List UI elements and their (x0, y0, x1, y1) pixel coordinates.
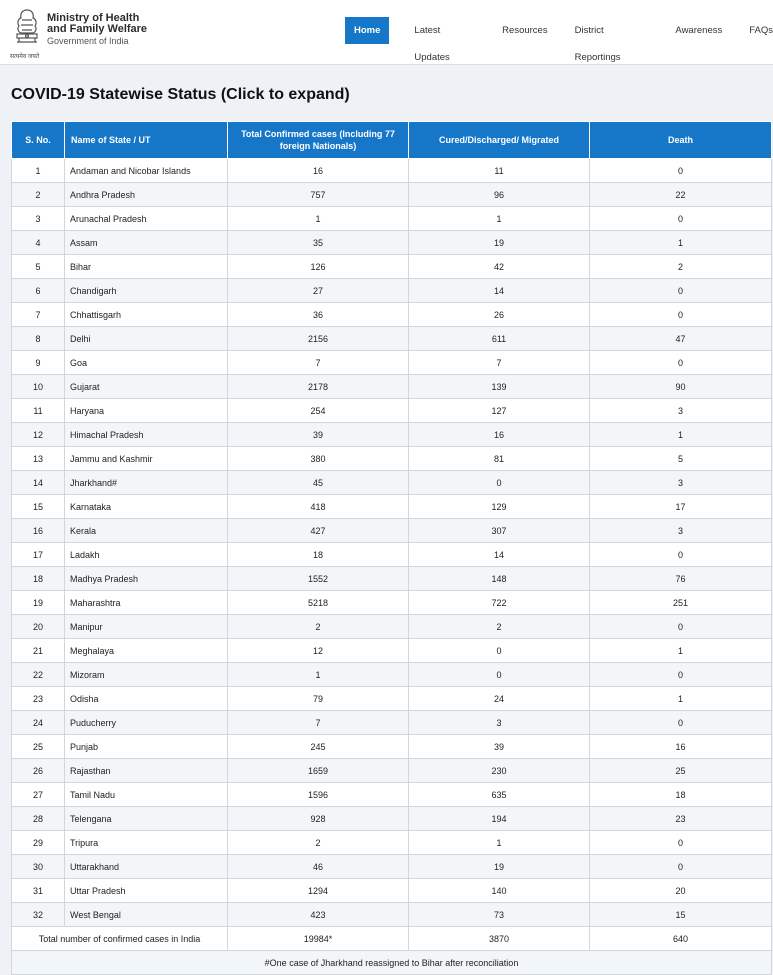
page-title[interactable]: COVID-19 Statewise Status (Click to expand) (11, 86, 350, 103)
cell-state: Kerala (65, 519, 228, 543)
cell-confirmed: 2 (228, 831, 409, 855)
cell-state: Telengana (65, 807, 228, 831)
cell-death: 17 (590, 495, 772, 519)
total-row (12, 927, 772, 951)
cell-confirmed: 1 (228, 663, 409, 687)
cell-sno: 29 (12, 831, 65, 855)
cell-cured: 0 (409, 471, 590, 495)
table-row[interactable] (12, 663, 772, 687)
cell-cured: 73 (409, 903, 590, 927)
cell-cured: 14 (409, 543, 590, 567)
table-row[interactable] (12, 903, 772, 927)
cell-sno: 12 (12, 423, 65, 447)
cell-confirmed: 36 (228, 303, 409, 327)
cell-sno: 4 (12, 231, 65, 255)
cell-state: Tripura (65, 831, 228, 855)
cell-state: Madhya Pradesh (65, 567, 228, 591)
cell-confirmed: 7 (228, 711, 409, 735)
cell-sno: 30 (12, 855, 65, 879)
cell-death: 0 (590, 159, 772, 183)
cell-sno: 9 (12, 351, 65, 375)
cell-state: Arunachal Pradesh (65, 207, 228, 231)
cell-state: Haryana (65, 399, 228, 423)
total-cured: 3870 (409, 927, 590, 951)
table-row[interactable] (12, 159, 772, 183)
cell-state: Punjab (65, 735, 228, 759)
emblem-logo[interactable] (10, 6, 44, 58)
table-row[interactable] (12, 423, 772, 447)
cell-sno: 6 (12, 279, 65, 303)
cell-death: 47 (590, 327, 772, 351)
cell-state: Rajasthan (65, 759, 228, 783)
cell-death: 23 (590, 807, 772, 831)
cell-sno: 17 (12, 543, 65, 567)
cell-state: Odisha (65, 687, 228, 711)
emblem-motto: सत्यमेव जयते (10, 54, 40, 60)
cell-cured: 14 (409, 279, 590, 303)
cell-state: Bihar (65, 255, 228, 279)
table-row[interactable] (12, 519, 772, 543)
cell-cured: 140 (409, 879, 590, 903)
cell-state: West Bengal (65, 903, 228, 927)
cell-death: 18 (590, 783, 772, 807)
cell-confirmed: 2 (228, 615, 409, 639)
cell-death: 20 (590, 879, 772, 903)
cell-state: Jammu and Kashmir (65, 447, 228, 471)
cell-death: 15 (590, 903, 772, 927)
table-row[interactable] (12, 855, 772, 879)
cell-cured: 307 (409, 519, 590, 543)
cell-death: 1 (590, 687, 772, 711)
cell-sno: 18 (12, 567, 65, 591)
cell-sno: 20 (12, 615, 65, 639)
cell-death: 0 (590, 711, 772, 735)
cell-death: 1 (590, 423, 772, 447)
cell-state: Andhra Pradesh (65, 183, 228, 207)
cell-sno: 10 (12, 375, 65, 399)
cell-death: 3 (590, 519, 772, 543)
cell-sno: 31 (12, 879, 65, 903)
cell-confirmed: 928 (228, 807, 409, 831)
cell-confirmed: 2178 (228, 375, 409, 399)
cell-confirmed: 2156 (228, 327, 409, 351)
cell-cured: 26 (409, 303, 590, 327)
cell-death: 3 (590, 471, 772, 495)
table-row[interactable] (12, 471, 772, 495)
cell-cured: 127 (409, 399, 590, 423)
cell-cured: 96 (409, 183, 590, 207)
cell-cured: 148 (409, 567, 590, 591)
cell-cured: 2 (409, 615, 590, 639)
cell-death: 25 (590, 759, 772, 783)
cell-cured: 194 (409, 807, 590, 831)
header-sno: S. No. (12, 122, 65, 159)
cell-confirmed: 5218 (228, 591, 409, 615)
table-row[interactable] (12, 255, 772, 279)
cell-death: 3 (590, 399, 772, 423)
cell-sno: 2 (12, 183, 65, 207)
cell-sno: 26 (12, 759, 65, 783)
cell-cured: 39 (409, 735, 590, 759)
cell-cured: 7 (409, 351, 590, 375)
table-row[interactable] (12, 447, 772, 471)
total-label: Total number of confirmed cases in India (12, 927, 228, 951)
table-row[interactable] (12, 807, 772, 831)
cell-state: Gujarat (65, 375, 228, 399)
table-row[interactable] (12, 543, 772, 567)
header-state: Name of State / UT (65, 122, 228, 159)
table-row[interactable] (12, 615, 772, 639)
cell-state: Andaman and Nicobar Islands (65, 159, 228, 183)
cell-confirmed: 1659 (228, 759, 409, 783)
cell-sno: 1 (12, 159, 65, 183)
cell-cured: 3 (409, 711, 590, 735)
cell-state: Delhi (65, 327, 228, 351)
cell-death: 1 (590, 639, 772, 663)
cell-state: Karnataka (65, 495, 228, 519)
cell-state: Uttarakhand (65, 855, 228, 879)
table-row[interactable] (12, 351, 772, 375)
cell-confirmed: 39 (228, 423, 409, 447)
cell-confirmed: 16 (228, 159, 409, 183)
cell-state: Uttar Pradesh (65, 879, 228, 903)
cell-sno: 21 (12, 639, 65, 663)
table-row[interactable] (12, 879, 772, 903)
table-row[interactable] (12, 495, 772, 519)
cell-cured: 19 (409, 855, 590, 879)
cell-state: Mizoram (65, 663, 228, 687)
cell-cured: 42 (409, 255, 590, 279)
table-row[interactable] (12, 639, 772, 663)
statewise-table (11, 121, 772, 975)
ministry-brand[interactable] (47, 13, 147, 48)
cell-confirmed: 254 (228, 399, 409, 423)
table-row[interactable] (12, 207, 772, 231)
table-row[interactable] (12, 375, 772, 399)
table-row[interactable] (12, 279, 772, 303)
cell-cured: 635 (409, 783, 590, 807)
cell-state: Manipur (65, 615, 228, 639)
cell-sno: 11 (12, 399, 65, 423)
table-row[interactable] (12, 759, 772, 783)
cell-death: 76 (590, 567, 772, 591)
cell-death: 0 (590, 663, 772, 687)
cell-death: 0 (590, 303, 772, 327)
table-row[interactable] (12, 231, 772, 255)
cell-state: Assam (65, 231, 228, 255)
cell-confirmed: 1596 (228, 783, 409, 807)
header-death: Death (590, 122, 772, 159)
site-header (0, 0, 773, 65)
cell-confirmed: 418 (228, 495, 409, 519)
table-row[interactable] (12, 831, 772, 855)
brand-line-1: Ministry of Health (47, 12, 140, 24)
cell-death: 0 (590, 615, 772, 639)
cell-sno: 7 (12, 303, 65, 327)
cell-state: Jharkhand# (65, 471, 228, 495)
cell-cured: 81 (409, 447, 590, 471)
cell-death: 0 (590, 351, 772, 375)
table-row[interactable] (12, 327, 772, 351)
cell-sno: 13 (12, 447, 65, 471)
cell-state: Himachal Pradesh (65, 423, 228, 447)
cell-sno: 15 (12, 495, 65, 519)
cell-confirmed: 7 (228, 351, 409, 375)
cell-confirmed: 27 (228, 279, 409, 303)
cell-confirmed: 46 (228, 855, 409, 879)
cell-cured: 139 (409, 375, 590, 399)
cell-sno: 28 (12, 807, 65, 831)
cell-cured: 16 (409, 423, 590, 447)
cell-death: 0 (590, 855, 772, 879)
footnote-row (12, 951, 772, 975)
cell-sno: 27 (12, 783, 65, 807)
brand-line-3: Government of India (47, 36, 129, 46)
table-row[interactable] (12, 783, 772, 807)
table-row[interactable] (12, 591, 772, 615)
cell-confirmed: 18 (228, 543, 409, 567)
cell-cured: 0 (409, 663, 590, 687)
cell-death: 0 (590, 207, 772, 231)
cell-sno: 5 (12, 255, 65, 279)
cell-cured: 129 (409, 495, 590, 519)
cell-death: 2 (590, 255, 772, 279)
cell-death: 22 (590, 183, 772, 207)
table-row[interactable] (12, 711, 772, 735)
nav-resources[interactable]: Resources (502, 25, 548, 36)
cell-state: Chandigarh (65, 279, 228, 303)
table-row[interactable] (12, 687, 772, 711)
total-death: 640 (590, 927, 772, 951)
cell-confirmed: 79 (228, 687, 409, 711)
header-confirmed: Total Confirmed cases (Including 77 foreign Nationals) (228, 122, 409, 159)
cell-confirmed: 380 (228, 447, 409, 471)
cell-death: 0 (590, 543, 772, 567)
cell-cured: 722 (409, 591, 590, 615)
header-cured: Cured/Discharged/ Migrated (409, 122, 590, 159)
cell-death: 1 (590, 231, 772, 255)
cell-sno: 14 (12, 471, 65, 495)
cell-confirmed: 45 (228, 471, 409, 495)
cell-death: 16 (590, 735, 772, 759)
table-row[interactable] (12, 303, 772, 327)
cell-cured: 1 (409, 207, 590, 231)
cell-cured: 611 (409, 327, 590, 351)
cell-sno: 3 (12, 207, 65, 231)
cell-state: Tamil Nadu (65, 783, 228, 807)
cell-confirmed: 757 (228, 183, 409, 207)
cell-cured: 19 (409, 231, 590, 255)
cell-sno: 32 (12, 903, 65, 927)
footnote: #One case of Jharkhand reassigned to Bihar after reconciliation (12, 951, 772, 975)
table-row[interactable] (12, 567, 772, 591)
cell-state: Chhattisgarh (65, 303, 228, 327)
cell-sno: 25 (12, 735, 65, 759)
cell-sno: 19 (12, 591, 65, 615)
main-nav (345, 17, 773, 63)
table-header-row (12, 122, 772, 159)
cell-death: 90 (590, 375, 772, 399)
cell-state: Meghalaya (65, 639, 228, 663)
cell-death: 5 (590, 447, 772, 471)
total-confirmed: 19984* (228, 927, 409, 951)
cell-confirmed: 245 (228, 735, 409, 759)
cell-confirmed: 427 (228, 519, 409, 543)
brand-line-2: and Family Welfare (47, 23, 148, 35)
cell-confirmed: 126 (228, 255, 409, 279)
cell-confirmed: 423 (228, 903, 409, 927)
cell-death: 0 (590, 279, 772, 303)
cell-sno: 16 (12, 519, 65, 543)
cell-confirmed: 1552 (228, 567, 409, 591)
cell-cured: 0 (409, 639, 590, 663)
cell-cured: 230 (409, 759, 590, 783)
cell-sno: 22 (12, 663, 65, 687)
cell-state: Maharashtra (65, 591, 228, 615)
table-row[interactable] (12, 399, 772, 423)
cell-state: Ladakh (65, 543, 228, 567)
cell-cured: 24 (409, 687, 590, 711)
cell-sno: 24 (12, 711, 65, 735)
cell-cured: 1 (409, 831, 590, 855)
nav-faqs[interactable]: FAQs (749, 25, 773, 36)
nav-awareness[interactable]: Awareness (675, 25, 723, 36)
table-row[interactable] (12, 735, 772, 759)
cell-sno: 8 (12, 327, 65, 351)
cell-cured: 11 (409, 159, 590, 183)
nav-home[interactable]: Home (345, 17, 389, 44)
cell-sno: 23 (12, 687, 65, 711)
cell-confirmed: 35 (228, 231, 409, 255)
nav-latest-updates[interactable]: Latest Updates (414, 25, 450, 63)
cell-confirmed: 1 (228, 207, 409, 231)
nav-district-reportings[interactable]: District Reportings (574, 25, 621, 63)
cell-confirmed: 1294 (228, 879, 409, 903)
table-row[interactable] (12, 183, 772, 207)
cell-death: 0 (590, 831, 772, 855)
cell-death: 251 (590, 591, 772, 615)
cell-state: Puducherry (65, 711, 228, 735)
cell-confirmed: 12 (228, 639, 409, 663)
cell-state: Goa (65, 351, 228, 375)
